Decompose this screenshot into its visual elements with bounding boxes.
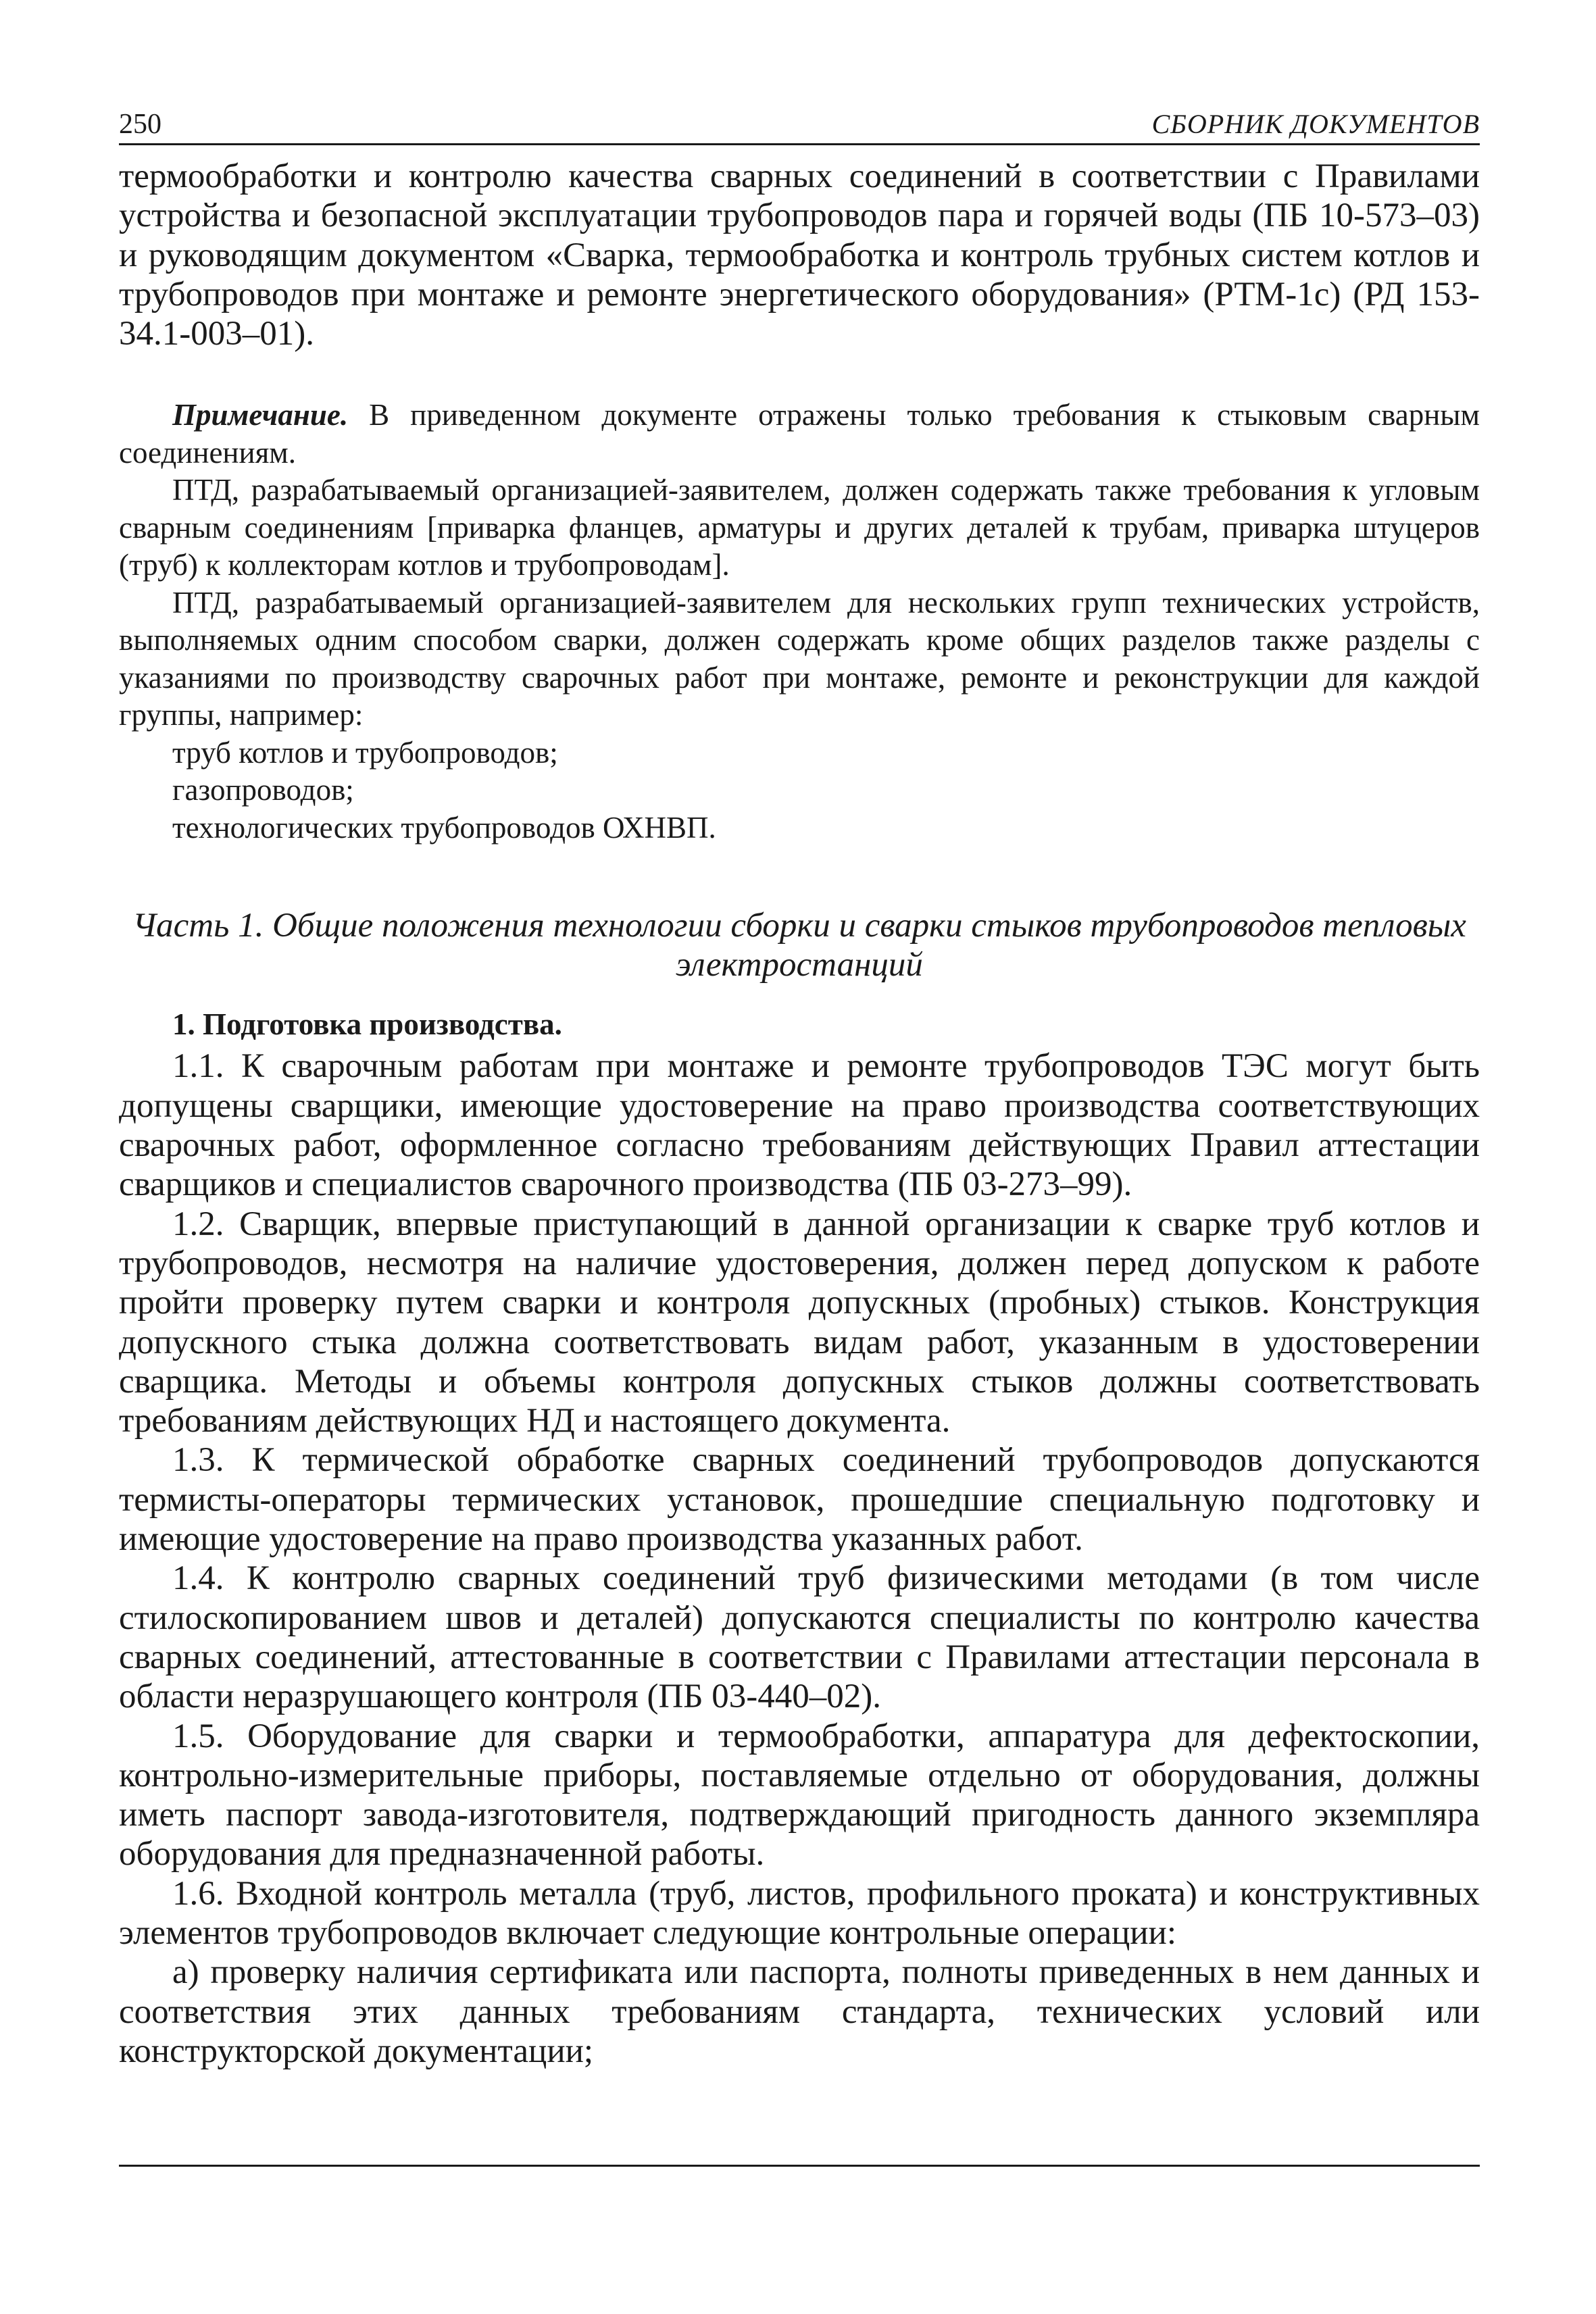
note-list-item: газопроводов; — [172, 773, 354, 807]
subsection-heading: 1. Подготовка производства. — [172, 1007, 562, 1042]
item-1-6-a: а) проверку наличия сертификата или паспорта, полноты приведенных в нем данных и соответствия этих данных требованиям стандарта, технических условий или конструкторской документации; — [119, 1953, 1480, 2070]
item-1-4: 1.4. К контролю сварных соединений труб физическими методами (в том числе стилоскопированием швов и деталей) допускаются специалисты по контролю качества сварных соединений, аттестованные в соответствии с Правилами аттестации персонала в области неразрушающего контроля (ПБ 03-440–02). — [119, 1559, 1480, 1716]
section-title-block — [119, 906, 1480, 984]
note-paragraph-3: ПТД, разрабатываемый организацией-заявителем для нескольких групп технических устройств, выполняемых одним способом сварки, должен содержать кроме общих разделов также разделы с указаниями по производству сварочных работ при монтаже, ремонте и реконструкции для каждой группы, например: — [119, 585, 1480, 732]
item-1-1: 1.1. К сварочным работам при монтаже и ремонте трубопроводов ТЭС могут быть допущены сварщики, имеющие удостоверение на право производства соответствующих сварочных работ, оформленное согласно требованиям действующих Правил аттестации сварщиков и специалистов сварочного производства (ПБ 03-273–99). — [119, 1047, 1480, 1204]
section-title-line-2: электростанций — [676, 946, 923, 984]
note-list-item: технологических трубопроводов ОХНВП. — [172, 810, 716, 845]
intro-block — [119, 157, 1480, 353]
note-label: Примечание. — [172, 398, 349, 432]
note-list-item: труб котлов и трубопроводов; — [172, 735, 558, 770]
page-body — [119, 157, 1480, 2071]
intro-paragraph: термообработки и контролю качества сварных соединений в соответствии с Правилами устройства и безопасной эксплуатации трубопроводов пара и горячей воды (ПБ 10-573–03) и руководящим документом «Сварка, термообработка и контроль трубных систем котлов и трубопроводов при монтаже и ремонте энергетического оборудования» (РТМ-1с) (РД 153-34.1-003–01). — [119, 157, 1480, 353]
item-1-5: 1.5. Оборудование для сварки и термообработки, аппаратура для дефектоскопии, контрольно-измерительные приборы, поставляемые отдельно от оборудования, должны иметь паспорт завода-изготовителя, подтверждающий пригодность данного экземпляра оборудования для предназначенной работы. — [119, 1717, 1480, 1873]
item-1-2: 1.2. Сварщик, впервые приступающий в данной организации к сварке труб котлов и трубопроводов, несмотря на наличие удостоверения, должен перед допуском к работе пройти проверку путем сварки и контроля допускных (пробных) стыков. Конструкция допускного стыка должна соответствовать видам работ, указанным в удостоверении сварщика. Методы и объемы контроля допускных стыков должны соответствовать требованиям действующих НД и настоящего документа. — [119, 1205, 1480, 1440]
footer-rule — [119, 2165, 1480, 2167]
running-title: СБОРНИК ДОКУМЕНТОВ — [1151, 109, 1480, 139]
note-block — [119, 397, 1480, 847]
header-rule — [119, 143, 1480, 145]
subsection-items — [119, 1047, 1480, 2071]
note-paragraph-1 — [119, 397, 1480, 472]
page-header — [119, 108, 1480, 147]
section-title-line-1: Часть 1. Общие положения технологии сборки и сварки стыков трубопроводов тепловых — [132, 907, 1466, 945]
page-number: 250 — [119, 109, 161, 140]
item-1-3: 1.3. К термической обработке сварных соединений трубопроводов допускаются термисты-операторы термических установок, прошедшие специальную подготовку и имеющие удостоверение на право производства указанных работ. — [119, 1441, 1480, 1559]
item-1-6: 1.6. Входной контроль металла (труб, листов, профильного проката) и конструктивных элементов трубопроводов включает следующие контрольные операции: — [119, 1874, 1480, 1953]
note-paragraph-2: ПТД, разрабатываемый организацией-заявителем, должен содержать также требования к угловым сварным соединениям [приварка фланцев, арматуры и других деталей к трубам, приварка штуцеров (труб) к коллекторам котлов и трубопроводам]. — [119, 473, 1480, 582]
note-text: В приведенном документе отражены только требования к стыковым сварным соединениям. — [119, 398, 1480, 470]
